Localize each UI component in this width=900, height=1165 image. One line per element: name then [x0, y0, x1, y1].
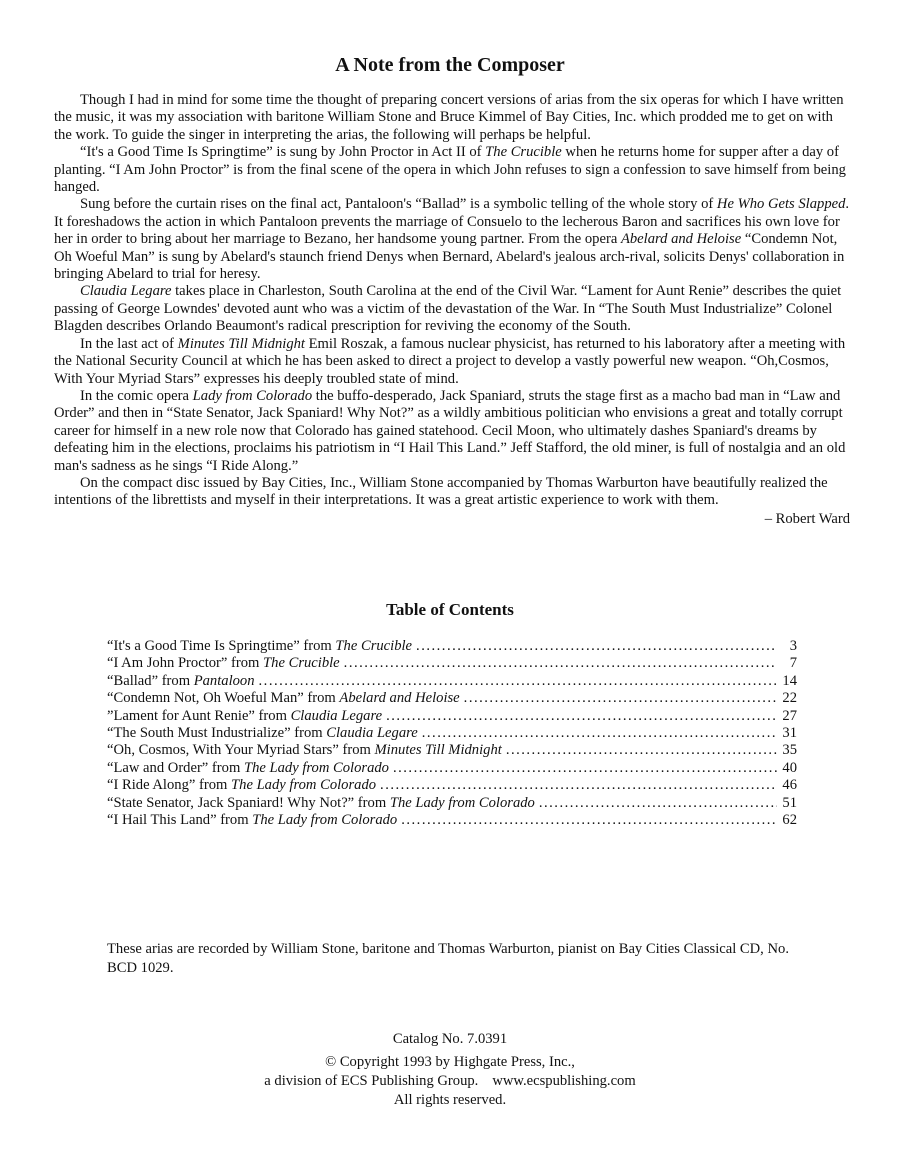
toc-entry: [107, 638, 797, 655]
toc-song: ”Lament for Aunt Renie” from: [107, 707, 291, 724]
note-text: . It foreshadows the action in which Pantaloon prevents the marriage of Consuelo to the lecherous Baron and sacrifices his own love for her in order to bring about her marriage to Bezano, her handsome young partner. From the opera: [54, 196, 850, 248]
toc-work: The Crucible: [335, 638, 413, 654]
toc-entry-label: [107, 742, 502, 759]
toc-entry: [107, 655, 797, 672]
toc-page-number: 27: [782, 707, 797, 724]
toc-work: The Lady from Colorado: [231, 777, 377, 794]
note-text: “It's a Good Time Is Springtime” is sung by John Proctor in Act II of: [80, 144, 486, 161]
toc-entry-label: [107, 760, 389, 777]
toc-page-number: 14: [782, 672, 797, 689]
note-title: A Note from the Composer: [335, 54, 565, 76]
toc-song: “The South Must Industrialize” from: [107, 725, 327, 742]
toc-leader-dots: [259, 673, 777, 690]
note-text: On the compact disc issued by Bay Cities, Inc., William Stone accompanied by Thomas Warburton have beautifully realized the intentions of the librettists and myself in their interpretations. It was a great artistic experience to work with them.: [54, 474, 828, 509]
toc-page-number: 3: [789, 638, 797, 654]
toc-song: “State Senator, Jack Spaniard! Why Not?” from: [107, 794, 390, 811]
note-paragraph: [54, 336, 850, 388]
toc-list: [107, 638, 797, 829]
toc-leader-dots: [344, 655, 777, 672]
note-text: “Condemn Not, Oh Woeful Man” is sung by Abelard's staunch friend Denys when Bernard, Abelard's jealous arch-rival, solicits Denys' collaboration in bringing Abelard to trial for heresy.: [54, 231, 845, 283]
note-text: Though I had in mind for some time the thought of preparing concert versions of arias from the six operas for which I have written the music, it was my association with baritone William Stone and Bruce Kimmel of Bay Cities, Inc. which prodded me to get on with the work. To guide the singer in interpreting the arias, the following will perhaps be helpful.: [54, 92, 844, 143]
toc-entry-label: [107, 690, 460, 707]
signature: – Robert Ward: [764, 510, 850, 527]
work-title: He Who Gets Slapped: [716, 196, 846, 213]
toc-page-number: 46: [782, 777, 797, 794]
toc-entry: [107, 760, 797, 777]
work-title: Abelard and Heloise: [620, 231, 742, 248]
toc-entry: [107, 725, 797, 742]
note-body: [54, 92, 850, 528]
toc-page-number: 7: [789, 655, 797, 672]
toc-work: The Crucible: [263, 655, 340, 672]
toc-leader-dots: [401, 812, 777, 829]
toc-song: “I Am John Proctor” from: [107, 655, 264, 672]
note-text: the buffo-desperado, Jack Spaniard, struts the stage first as a macho bad man in “Law and Order” and then in “State Senator, Jack Spaniard! Why Not?” as a wildly ambitious politician who envisions a great and totally corrupt career for himself in a new role now that Colorado has gained statehood. Cecil Moon, who ultimately dashes Spaniard's dreams by defeating him in the elections, proclaims his patriotism in “I Hail This Land.” Jeff Stafford, the old miner, is full of nostalgia and an old man's sadness as he sings “I Ride Along.”: [54, 387, 846, 474]
toc-leader-dots: [539, 795, 777, 812]
note-paragraph: [54, 388, 850, 475]
work-title: Minutes Till Midnight: [177, 335, 305, 352]
toc-page-number: 51: [782, 794, 797, 811]
toc-leader-dots: [393, 760, 777, 777]
toc-work: Abelard and Heloise: [339, 690, 460, 707]
toc-leader-dots: [386, 708, 777, 725]
toc-page-number: 35: [782, 742, 797, 759]
work-title: Lady from Colorado: [192, 387, 313, 404]
toc-work: The Lady from Colorado: [243, 759, 389, 776]
toc-entry: [107, 812, 797, 829]
toc-page-number: 31: [782, 725, 797, 742]
toc-song: “I Hail This Land” from: [107, 812, 253, 829]
work-title: Claudia Legare: [80, 283, 172, 300]
toc-leader-dots: [464, 690, 777, 707]
note-paragraph: [54, 92, 850, 144]
note-paragraphs: [54, 92, 850, 510]
toc-entry: [107, 777, 797, 794]
toc-title: Table of Contents: [386, 600, 514, 619]
note-text: when he returns home for supper after a day of planting. “I Am John Proctor” is from the final scene of the opera in which John refuses to sign a confession to save himself from being hanged.: [54, 144, 846, 196]
toc-work: Claudia Legare: [326, 725, 418, 742]
toc-song: “Law and Order” from: [107, 759, 244, 776]
toc-entry: [107, 708, 797, 725]
catalog-number: Catalog No. 7.0391: [392, 1031, 508, 1047]
toc-song: “Condemn Not, Oh Woeful Man” from: [107, 690, 340, 707]
note-paragraph: [54, 144, 850, 196]
division-line: [0, 1072, 900, 1091]
toc-entry-label: [107, 673, 255, 690]
toc-song: “Ballad” from: [107, 672, 194, 689]
toc-work: The Lady from Colorado: [252, 812, 398, 829]
toc-work: The Lady from Colorado: [389, 794, 535, 811]
toc-song: “Oh, Cosmos, With Your Myriad Stars” from: [107, 742, 375, 759]
toc-leader-dots: [380, 777, 777, 794]
division-text: a division of ECS Publishing Group.: [264, 1073, 479, 1089]
toc-leader-dots: [506, 742, 777, 759]
toc-work: Pantaloon: [193, 672, 255, 689]
colophon: [0, 1030, 900, 1110]
toc-work: Claudia Legare: [290, 707, 383, 724]
website-link[interactable]: www.ecspublishing.com: [492, 1073, 636, 1089]
toc-page-number: 22: [782, 690, 797, 707]
note-paragraph: [54, 283, 850, 335]
note-paragraph: [54, 475, 850, 510]
toc-entry-label: [107, 655, 340, 672]
recording-note: These arias are recorded by William Stone, baritone and Thomas Warburton, pianist on Bay Cities Classical CD, No. BCD 1029.: [107, 941, 789, 976]
toc-entry-label: [107, 777, 376, 794]
work-title: The Crucible: [485, 144, 562, 161]
toc-page-number: 40: [782, 759, 797, 776]
toc-entry-label: [107, 812, 397, 829]
toc-entry-label: [107, 725, 418, 742]
note-text: In the last act of: [80, 335, 178, 352]
toc-leader-dots: [422, 725, 777, 742]
note-text: Emil Roszak, a famous nuclear physicist, has returned to his laboratory after a meeting with the National Security Council at which he has been asked to direct a project to develop a vastly powerful new weapon. “Oh,Cosmos, With Your Myriad Stars” expresses his deeply troubled state of mind.: [54, 335, 846, 387]
toc-entry: [107, 742, 797, 759]
note-text: takes place in Charleston, South Carolina at the end of the Civil War. “Lament for Aunt Renie” describes the quiet passing of George Lowndes' devoted aunt who was a victim of the devastation of the War. In “The South Must Industrialize” Colonel Blagden describes Orlando Beaumont's radical prescription for reviving the economy of the South.: [54, 283, 842, 335]
toc-song: “I Ride Along” from: [107, 777, 232, 794]
note-text: Sung before the curtain rises on the final act, Pantaloon's “Ballad” is a symbolic telling of the whole story of: [80, 196, 717, 213]
toc-song: “It's a Good Time Is Springtime” from: [107, 638, 336, 654]
note-text: In the comic opera: [80, 387, 193, 404]
toc-page-number: 62: [782, 812, 797, 829]
toc-entry: [107, 673, 797, 690]
toc-entry-label: [107, 708, 382, 725]
toc-leader-dots: [416, 638, 777, 655]
note-paragraph: [54, 196, 850, 283]
copyright-line: © Copyright 1993 by Highgate Press, Inc.,: [325, 1054, 575, 1070]
toc-entry: [107, 795, 797, 812]
rights-line: All rights reserved.: [393, 1092, 507, 1108]
toc-entry-label: [107, 795, 535, 812]
toc-entry: [107, 690, 797, 707]
toc-entry-label: [107, 638, 412, 655]
toc-work: Minutes Till Midnight: [374, 742, 502, 759]
